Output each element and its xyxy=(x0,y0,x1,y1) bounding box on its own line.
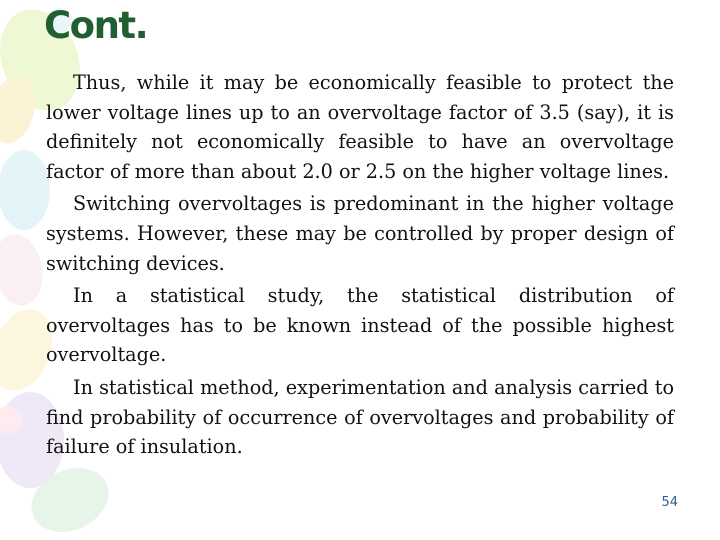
paragraph: Switching overvoltages is predominant in the higher voltage systems. However, these may be controlled by proper design of switching devices. xyxy=(46,192,674,275)
slide-title: Cont. xyxy=(44,4,148,47)
paragraph: In a statistical study, the statistical distribution of overvoltages has to be known instead of the possible highest overvoltage. xyxy=(46,284,674,367)
paragraph: Thus, while it may be economically feasible to protect the lower voltage lines up to an overvoltage factor of 3.5 (say), it is definitely not economically feasible to have an overvoltage factor of more than about 2.0 or 2.5 on the higher voltage lines. xyxy=(46,71,674,183)
paragraph: In statistical method, experimentation and analysis carried to find probability of occurrence of overvoltages and probability of failure of insulation. xyxy=(46,375,674,459)
slide-body xyxy=(46,68,674,465)
page-number: 54 xyxy=(661,495,678,510)
